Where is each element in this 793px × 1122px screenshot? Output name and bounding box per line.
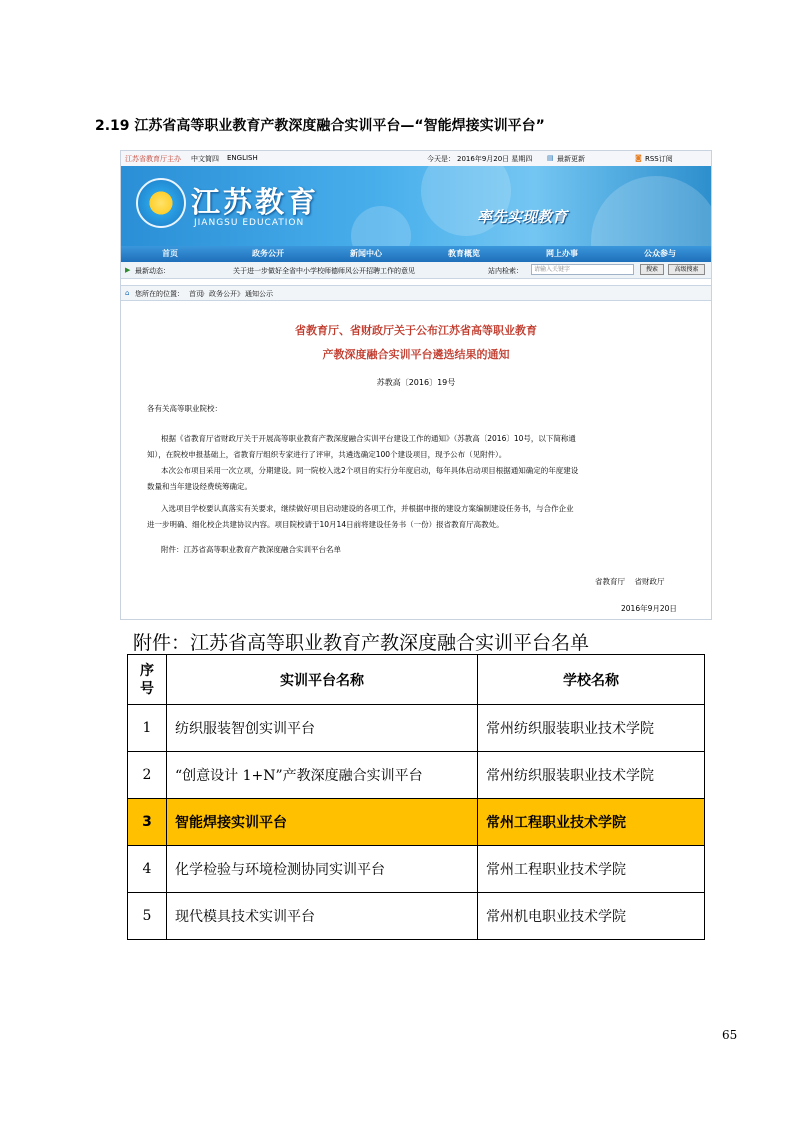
row-school: 常州工程职业技术学院 bbox=[478, 799, 705, 846]
table-header-row bbox=[128, 655, 705, 705]
site-topbar bbox=[121, 151, 711, 167]
search-label: 站内检索： bbox=[488, 267, 523, 275]
notice-paragraph-line: 根据《省教育厅省财政厅关于开展高等职业教育产教深度融合实训平台建设工作的通知》（苏教高〔2016〕10号，以下简称通 bbox=[161, 434, 576, 443]
breadcrumb-prefix: 您所在的位置： bbox=[135, 290, 184, 298]
notice-salutation: 各有关高等职业院校： bbox=[147, 404, 222, 413]
row-no: 1 bbox=[128, 705, 167, 752]
breadcrumb-item-notices[interactable]: 通知公示 bbox=[245, 290, 273, 298]
notice-paragraph-line: 入选项目学校要认真落实有关要求，继续做好项目启动建设的各项工作，并根据申报的建设方案编制建设任务书，与合作企业 bbox=[161, 504, 574, 513]
lang-en-link[interactable]: ENGLISH bbox=[227, 154, 258, 162]
row-platform: “创意设计 1+N”产教深度融合实训平台 bbox=[167, 752, 478, 799]
table-row bbox=[128, 893, 705, 940]
header-school: 学校名称 bbox=[478, 655, 705, 705]
news-icon: ▶ bbox=[125, 266, 131, 274]
breadcrumb-separator: 》 bbox=[237, 290, 244, 298]
today-label: 今天是： bbox=[427, 155, 455, 163]
nav-item-overview[interactable]: 教育概览 bbox=[448, 249, 480, 258]
section-heading: 2.19 江苏省高等职业教育产教深度融合实训平台—“智能焊接实训平台” bbox=[95, 118, 545, 134]
notice-date: 2016年9月20日 bbox=[621, 604, 677, 613]
table-row bbox=[128, 705, 705, 752]
row-no: 5 bbox=[128, 893, 167, 940]
attachment-heading: 附件：江苏省高等职业教育产教深度融合实训平台名单 bbox=[133, 632, 590, 654]
notice-paragraph-line: 知），在院校申报基础上，省教育厅组织专家进行了评审，共遴选确定100个建设项目，现予公布（见附件）。 bbox=[147, 450, 507, 459]
row-no: 2 bbox=[128, 752, 167, 799]
news-headline-link[interactable]: 关于进一步做好全省中小学校师德师风公开招聘工作的意见 bbox=[233, 267, 415, 275]
row-school: 常州纺织服装职业技术学院 bbox=[478, 705, 705, 752]
row-no: 3 bbox=[128, 799, 167, 846]
notice-title-line2: 产教深度融合实训平台遴选结果的通知 bbox=[322, 348, 510, 361]
platform-table bbox=[127, 654, 705, 940]
row-platform: 纺织服装智创实训平台 bbox=[167, 705, 478, 752]
rss-link[interactable]: RSS订阅 bbox=[645, 155, 673, 163]
notice-paragraph-line: 本次公布项目采用一次立项，分期建设。同一院校入选2个项目的实行分年度启动，每年具体启动项目根据通知确定的年度建设 bbox=[161, 466, 579, 475]
site-logo-emblem-icon bbox=[136, 178, 186, 228]
breadcrumb-item-gov-affairs[interactable]: 政务公开 bbox=[209, 290, 237, 298]
row-platform: 现代模具技术实训平台 bbox=[167, 893, 478, 940]
notice-paragraph-line: 进一步明确、细化校企共建协议内容。项目院校请于10月14日前将建设任务书（一份）报省教育厅高教处。 bbox=[147, 520, 504, 529]
site-banner bbox=[121, 166, 711, 246]
row-no: 4 bbox=[128, 846, 167, 893]
nav-item-online-services[interactable]: 网上办事 bbox=[546, 249, 578, 258]
notice-attachment-link[interactable]: 附件：江苏省高等职业教育产教深度融合实训平台名单 bbox=[161, 545, 341, 554]
table-row bbox=[128, 752, 705, 799]
site-logo-subtitle: JIANGSU EDUCATION bbox=[194, 218, 305, 228]
site-nav bbox=[121, 246, 711, 262]
latest-updates-link[interactable]: 最新更新 bbox=[557, 155, 585, 163]
header-no-line1: 序 bbox=[140, 662, 154, 679]
rss-icon: ◙ bbox=[635, 154, 642, 162]
site-org-link[interactable]: 江苏省教育厅主办 bbox=[125, 155, 181, 163]
site-logo-text: 江苏教育 bbox=[191, 185, 320, 219]
notice-signatories: 省教育厅 省财政厅 bbox=[595, 577, 665, 586]
nav-item-news[interactable]: 新闻中心 bbox=[350, 249, 382, 258]
breadcrumb bbox=[121, 285, 711, 301]
nav-item-public[interactable]: 公众参与 bbox=[644, 249, 676, 258]
notice-paragraph-line: 数量和当年建设经费统筹确定。 bbox=[147, 482, 252, 491]
news-label: 最新动态： bbox=[135, 267, 170, 275]
row-school: 常州工程职业技术学院 bbox=[478, 846, 705, 893]
banner-slogan: 率先实现教育 bbox=[477, 208, 568, 226]
header-platform: 实训平台名称 bbox=[167, 655, 478, 705]
embedded-website-screenshot bbox=[120, 150, 712, 620]
notice-title-line1: 省教育厅、省财政厅关于公布江苏省高等职业教育 bbox=[295, 324, 537, 337]
nav-item-home[interactable]: 首页 bbox=[162, 249, 178, 258]
site-search-input[interactable]: 请输入关键字 bbox=[531, 264, 634, 275]
news-ticker-bar bbox=[121, 262, 711, 279]
table-row bbox=[128, 846, 705, 893]
breadcrumb-item-home[interactable]: 首页 bbox=[189, 290, 203, 298]
home-icon: ⌂ bbox=[125, 289, 130, 297]
row-platform: 化学检验与环境检测协同实训平台 bbox=[167, 846, 478, 893]
page-number: 65 bbox=[722, 1028, 738, 1042]
nav-item-gov-affairs[interactable]: 政务公开 bbox=[252, 249, 284, 258]
breadcrumb-separator: 》 bbox=[201, 290, 208, 298]
header-no-line2: 号 bbox=[140, 680, 154, 697]
row-platform: 智能焊接实训平台 bbox=[167, 799, 478, 846]
search-button[interactable]: 搜索 bbox=[640, 264, 664, 275]
row-school: 常州纺织服装职业技术学院 bbox=[478, 752, 705, 799]
lang-cn-link[interactable]: 中文简四 bbox=[191, 155, 219, 163]
header-no bbox=[128, 655, 167, 705]
today-value: 2016年9月20日 星期四 bbox=[457, 155, 533, 163]
advanced-search-button[interactable]: 高级搜索 bbox=[668, 264, 705, 275]
latest-updates-icon: ▤ bbox=[547, 154, 554, 162]
row-school: 常州机电职业技术学院 bbox=[478, 893, 705, 940]
table-row-highlighted bbox=[128, 799, 705, 846]
notice-doc-number: 苏教高〔2016〕19号 bbox=[376, 378, 456, 387]
